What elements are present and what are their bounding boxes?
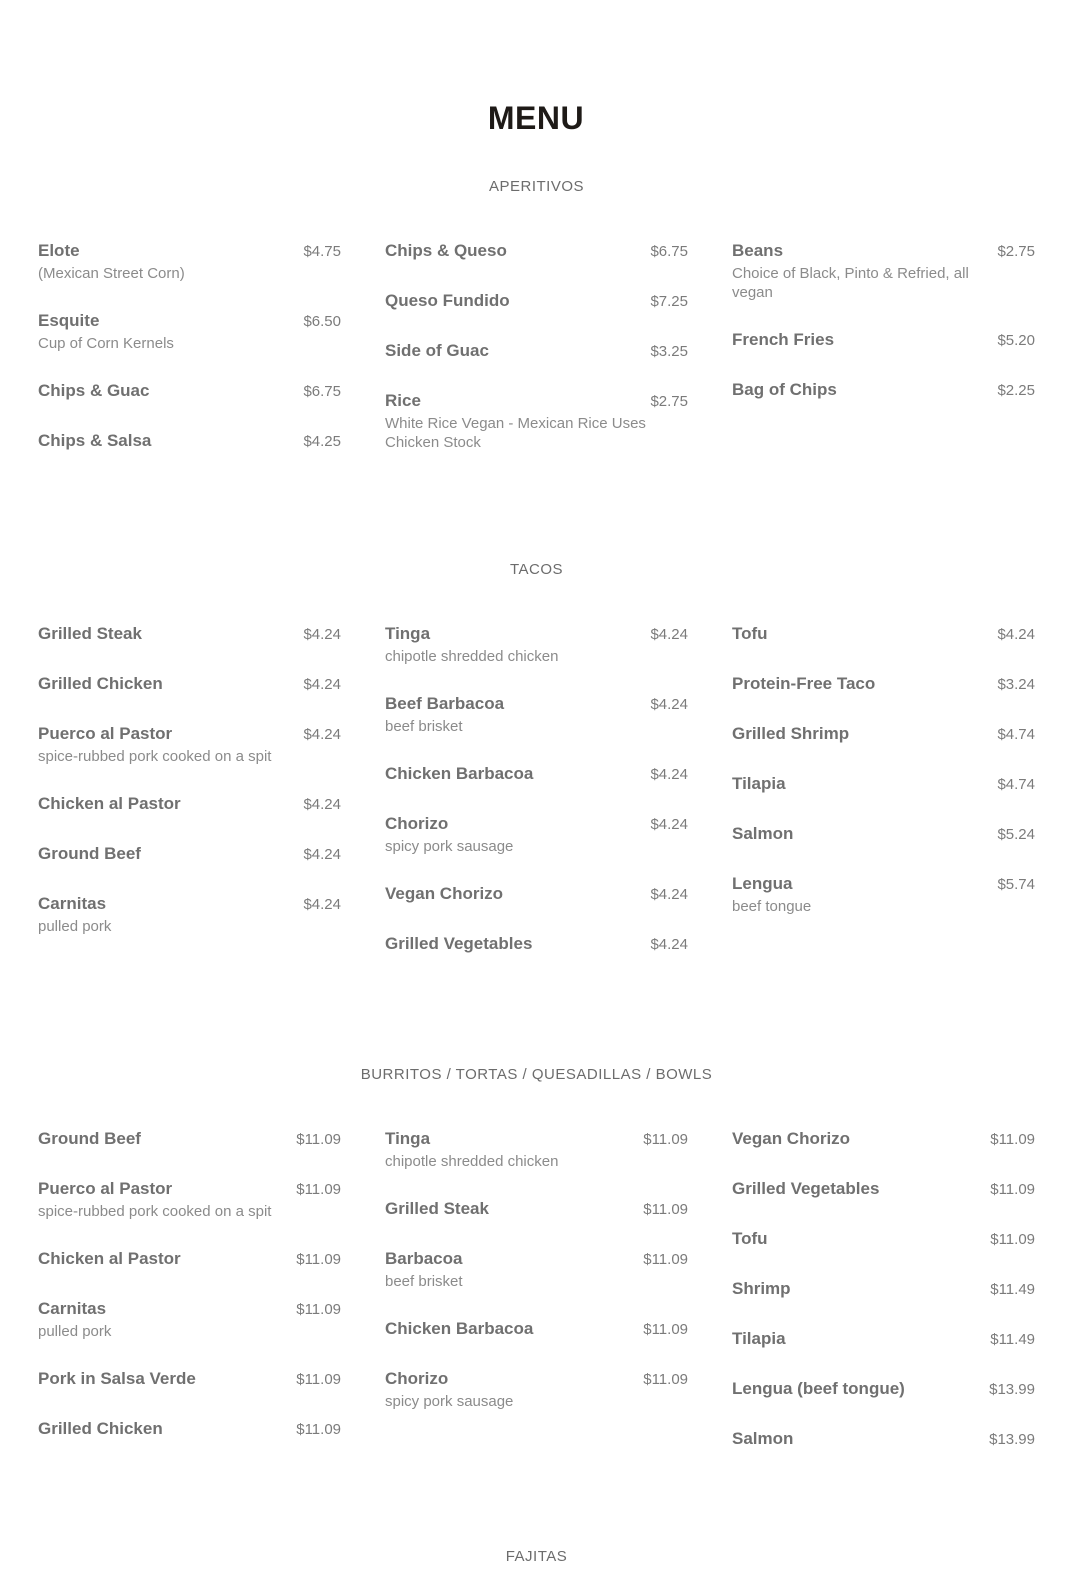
menu-item-row bbox=[732, 379, 1035, 402]
section-title: APERITIVOS bbox=[488, 178, 585, 195]
menu-item bbox=[732, 1178, 1035, 1201]
menu-item-price: $11.09 bbox=[296, 1371, 341, 1388]
menu-column bbox=[732, 240, 1035, 429]
menu-item-row bbox=[732, 1278, 1035, 1301]
menu-item-row bbox=[732, 1128, 1035, 1151]
menu-item bbox=[732, 1228, 1035, 1251]
menu-item-name: Puerco al Pastor bbox=[38, 724, 173, 743]
menu-column bbox=[732, 1128, 1035, 1478]
menu-column bbox=[385, 240, 688, 479]
menu-item bbox=[732, 823, 1035, 846]
menu-item-price: $4.24 bbox=[650, 936, 688, 953]
menu-item bbox=[732, 773, 1035, 796]
menu-item-price: $4.24 bbox=[650, 626, 688, 643]
menu-item-row bbox=[385, 1198, 688, 1221]
menu-item-row bbox=[732, 240, 1035, 263]
menu-item bbox=[732, 1128, 1035, 1151]
menu-item-row bbox=[38, 310, 341, 333]
menu-item-price: $5.24 bbox=[997, 826, 1035, 843]
menu-item-row bbox=[38, 623, 341, 646]
menu-item-row bbox=[385, 813, 688, 836]
menu-item-name: Ground Beef bbox=[38, 1129, 141, 1148]
menu-item-name: Tilapia bbox=[732, 1329, 786, 1348]
menu-item-price: $4.75 bbox=[303, 243, 341, 260]
menu-item bbox=[38, 723, 341, 766]
menu-item-row bbox=[385, 1318, 688, 1341]
menu-item bbox=[732, 1378, 1035, 1401]
menu-item bbox=[385, 883, 688, 906]
menu-item-price: $2.25 bbox=[997, 382, 1035, 399]
menu-item-name: Ground Beef bbox=[38, 844, 141, 863]
menu-item-row bbox=[385, 290, 688, 313]
menu-item-name: Chorizo bbox=[385, 1369, 449, 1388]
menu-item bbox=[385, 933, 688, 956]
menu-item bbox=[38, 893, 341, 936]
menu-item-name: Lengua (beef tongue) bbox=[732, 1379, 905, 1398]
menu-item-name: Chicken Barbacoa bbox=[385, 1319, 534, 1338]
menu-item-row bbox=[385, 933, 688, 956]
menu-item-description: Cup of Corn Kernels bbox=[38, 335, 174, 352]
menu-item-row bbox=[385, 1248, 688, 1271]
menu-item-name: Grilled Chicken bbox=[38, 1419, 163, 1438]
menu-item-row bbox=[38, 1248, 341, 1271]
menu-item-row bbox=[38, 793, 341, 816]
menu-item bbox=[732, 623, 1035, 646]
menu-item-row bbox=[38, 1368, 341, 1391]
menu-item-row bbox=[38, 1128, 341, 1151]
menu-item-price: $4.24 bbox=[650, 696, 688, 713]
menu-item-price: $5.20 bbox=[997, 332, 1035, 349]
menu-item-price: $4.24 bbox=[303, 626, 341, 643]
menu-item bbox=[38, 793, 341, 816]
menu-item-row bbox=[38, 430, 341, 453]
menu-item bbox=[732, 873, 1035, 916]
menu-item-description: beef brisket bbox=[385, 1273, 463, 1290]
menu-item-row bbox=[732, 773, 1035, 796]
menu-item-name: Chicken Barbacoa bbox=[385, 764, 534, 783]
menu-item-price: $4.24 bbox=[303, 676, 341, 693]
menu-item-description: pulled pork bbox=[38, 918, 112, 935]
menu-item-description: pulled pork bbox=[38, 1323, 112, 1340]
menu-item-name: Salmon bbox=[732, 1429, 794, 1448]
menu-item-price: $11.09 bbox=[990, 1181, 1035, 1198]
menu-item-name: Chips & Guac bbox=[38, 381, 150, 400]
menu-item bbox=[38, 1178, 341, 1221]
menu-item-row bbox=[732, 329, 1035, 352]
menu-item-price: $13.99 bbox=[989, 1381, 1035, 1398]
menu-item-price: $4.24 bbox=[303, 726, 341, 743]
menu-item bbox=[732, 1428, 1035, 1451]
menu-item-price: $11.09 bbox=[296, 1301, 341, 1318]
menu-item-row bbox=[385, 623, 688, 646]
menu-item-name: Tilapia bbox=[732, 774, 786, 793]
menu-item-row bbox=[38, 723, 341, 746]
menu-item-name: Chicken al Pastor bbox=[38, 1249, 181, 1268]
menu-item bbox=[38, 430, 341, 453]
menu-item-name: Pork in Salsa Verde bbox=[38, 1369, 196, 1388]
menu-item-name: Rice bbox=[385, 391, 421, 410]
menu-column bbox=[732, 623, 1035, 943]
menu-item-price: $4.24 bbox=[303, 796, 341, 813]
menu-item-name: Chips & Salsa bbox=[38, 431, 152, 450]
menu-item-description: spice-rubbed pork cooked on a spit bbox=[38, 748, 272, 765]
menu-item bbox=[385, 240, 688, 263]
menu-item bbox=[385, 1198, 688, 1221]
menu-item-name: Grilled Chicken bbox=[38, 674, 163, 693]
menu-item-description: beef tongue bbox=[732, 898, 812, 915]
menu-item-name: Tofu bbox=[732, 624, 768, 643]
menu-item-price: $3.24 bbox=[997, 676, 1035, 693]
menu-item-price: $3.25 bbox=[650, 343, 688, 360]
menu-item-row bbox=[38, 1418, 341, 1441]
menu-item-row bbox=[38, 893, 341, 916]
menu-item bbox=[38, 1128, 341, 1151]
menu-item-price: $7.25 bbox=[650, 293, 688, 310]
menu-item-name: Grilled Vegetables bbox=[385, 934, 533, 953]
menu-item-price: $4.24 bbox=[997, 626, 1035, 643]
menu-item-price: $6.75 bbox=[303, 383, 341, 400]
menu-column bbox=[385, 1128, 688, 1438]
menu-item-price: $11.09 bbox=[296, 1131, 341, 1148]
menu-item-name: Tinga bbox=[385, 624, 431, 643]
menu-item-price: $4.24 bbox=[650, 816, 688, 833]
menu-item-row bbox=[38, 843, 341, 866]
menu-item-price: $11.09 bbox=[643, 1321, 688, 1338]
menu-item-description: Choice of Black, Pinto & Refried, all vegan bbox=[732, 265, 969, 301]
menu-item-price: $11.09 bbox=[643, 1371, 688, 1388]
menu-item-name: Tinga bbox=[385, 1129, 431, 1148]
menu-item bbox=[38, 623, 341, 646]
menu-item-row bbox=[385, 240, 688, 263]
menu-item-row bbox=[732, 1178, 1035, 1201]
menu-item bbox=[385, 763, 688, 786]
menu-item-name: Chips & Queso bbox=[385, 241, 507, 260]
menu-item-name: Shrimp bbox=[732, 1279, 791, 1298]
menu-item-name: Carnitas bbox=[38, 894, 107, 913]
menu-item-price: $5.74 bbox=[997, 876, 1035, 893]
menu-item bbox=[385, 813, 688, 856]
menu-item-price: $2.75 bbox=[997, 243, 1035, 260]
menu-item-name: Beans bbox=[732, 241, 784, 260]
menu-item-description: (Mexican Street Corn) bbox=[38, 265, 185, 282]
menu-item bbox=[732, 723, 1035, 746]
menu-item-row bbox=[38, 1178, 341, 1201]
menu-item-name: Grilled Steak bbox=[385, 1199, 489, 1218]
menu-item-name: Queso Fundido bbox=[385, 291, 510, 310]
menu-item-name: Chicken al Pastor bbox=[38, 794, 181, 813]
menu-item-price: $6.50 bbox=[303, 313, 341, 330]
menu-column bbox=[38, 623, 341, 963]
menu-item-name: Salmon bbox=[732, 824, 794, 843]
menu-item-row bbox=[732, 623, 1035, 646]
menu-item-row bbox=[385, 1128, 688, 1151]
menu-item bbox=[732, 240, 1035, 302]
menu-item bbox=[385, 1248, 688, 1291]
menu-item-row bbox=[38, 240, 341, 263]
menu-item-name: Bag of Chips bbox=[732, 380, 837, 399]
menu-item-name: Tofu bbox=[732, 1229, 768, 1248]
menu-item bbox=[385, 1318, 688, 1341]
menu-item bbox=[385, 693, 688, 736]
menu-item bbox=[732, 379, 1035, 402]
menu-item-row bbox=[385, 1368, 688, 1391]
menu-item-price: $11.09 bbox=[643, 1201, 688, 1218]
menu-item-row bbox=[732, 1378, 1035, 1401]
section-title: TACOS bbox=[509, 561, 564, 578]
menu-item-price: $11.09 bbox=[296, 1181, 341, 1198]
menu-column bbox=[385, 623, 688, 983]
menu-item-price: $11.09 bbox=[296, 1421, 341, 1438]
menu-item-price: $4.24 bbox=[650, 886, 688, 903]
menu-item-row bbox=[732, 723, 1035, 746]
menu-item-name: Beef Barbacoa bbox=[385, 694, 505, 713]
menu-item-description: spice-rubbed pork cooked on a spit bbox=[38, 1203, 272, 1220]
section-title: BURRITOS / TORTAS / QUESADILLAS / BOWLS bbox=[360, 1066, 713, 1083]
menu-item-name: Chorizo bbox=[385, 814, 449, 833]
menu-item-price: $11.09 bbox=[990, 1231, 1035, 1248]
menu-item-description: White Rice Vegan - Mexican Rice Uses Chicken Stock bbox=[385, 415, 646, 451]
menu-item bbox=[38, 843, 341, 866]
menu-item bbox=[38, 1298, 341, 1341]
menu-item bbox=[385, 1128, 688, 1171]
menu-item bbox=[732, 1328, 1035, 1351]
menu-item bbox=[385, 340, 688, 363]
menu-item-price: $11.09 bbox=[643, 1131, 688, 1148]
menu-item-description: spicy pork sausage bbox=[385, 838, 514, 855]
menu-item-name: Esquite bbox=[38, 311, 100, 330]
menu-item-row bbox=[732, 873, 1035, 896]
menu-item-name: Grilled Vegetables bbox=[732, 1179, 880, 1198]
menu-item bbox=[38, 1368, 341, 1391]
menu-item-row bbox=[385, 340, 688, 363]
section-title: FAJITAS bbox=[505, 1548, 568, 1565]
menu-item-price: $4.74 bbox=[997, 776, 1035, 793]
menu-item-price: $11.49 bbox=[990, 1331, 1035, 1348]
menu-item-row bbox=[732, 1328, 1035, 1351]
menu-item bbox=[38, 380, 341, 403]
menu-item-price: $4.24 bbox=[303, 846, 341, 863]
menu-item-price: $11.49 bbox=[990, 1281, 1035, 1298]
menu-item-name: Grilled Shrimp bbox=[732, 724, 850, 743]
menu-item-name: Carnitas bbox=[38, 1299, 107, 1318]
menu-item-name: Elote bbox=[38, 241, 80, 260]
menu-item-price: $11.09 bbox=[643, 1251, 688, 1268]
menu-item bbox=[385, 390, 688, 452]
menu-item-name: Vegan Chorizo bbox=[732, 1129, 851, 1148]
menu-item-row bbox=[732, 1228, 1035, 1251]
menu-item-name: Protein-Free Taco bbox=[732, 674, 876, 693]
menu-item bbox=[385, 1368, 688, 1411]
menu-item-description: chipotle shredded chicken bbox=[385, 1153, 559, 1170]
menu-item-name: Puerco al Pastor bbox=[38, 1179, 173, 1198]
menu-item bbox=[38, 240, 341, 283]
menu-item bbox=[38, 1248, 341, 1271]
menu-column bbox=[38, 1128, 341, 1468]
menu-item bbox=[732, 329, 1035, 352]
menu-item-price: $4.24 bbox=[650, 766, 688, 783]
menu-item-row bbox=[732, 1428, 1035, 1451]
menu-item bbox=[38, 310, 341, 353]
menu-item-row bbox=[38, 1298, 341, 1321]
menu-item-row bbox=[385, 763, 688, 786]
menu-item bbox=[732, 1278, 1035, 1301]
menu-item bbox=[732, 673, 1035, 696]
menu-item-row bbox=[385, 883, 688, 906]
menu-column bbox=[38, 240, 341, 480]
menu-item-row bbox=[732, 823, 1035, 846]
menu-item-name: Lengua bbox=[732, 874, 793, 893]
menu-item-price: $4.25 bbox=[303, 433, 341, 450]
menu-item bbox=[38, 673, 341, 696]
menu-item-price: $13.99 bbox=[989, 1431, 1035, 1448]
menu-item-price: $2.75 bbox=[650, 393, 688, 410]
menu-item-description: beef brisket bbox=[385, 718, 463, 735]
menu-item-name: French Fries bbox=[732, 330, 835, 349]
menu-item-price: $11.09 bbox=[296, 1251, 341, 1268]
menu-item bbox=[385, 623, 688, 666]
menu-item bbox=[38, 1418, 341, 1441]
menu-item-description: chipotle shredded chicken bbox=[385, 648, 559, 665]
menu-item-price: $6.75 bbox=[650, 243, 688, 260]
menu-item-name: Grilled Steak bbox=[38, 624, 142, 643]
menu-item-row bbox=[38, 673, 341, 696]
menu-item bbox=[385, 290, 688, 313]
menu-item-name: Side of Guac bbox=[385, 341, 489, 360]
menu-item-name: Barbacoa bbox=[385, 1249, 463, 1268]
menu-item-row bbox=[385, 390, 688, 413]
menu-item-row bbox=[38, 380, 341, 403]
page-title: MENU bbox=[487, 100, 585, 136]
menu-item-price: $4.74 bbox=[997, 726, 1035, 743]
menu-item-price: $4.24 bbox=[303, 896, 341, 913]
menu-item-name: Vegan Chorizo bbox=[385, 884, 504, 903]
menu-item-row bbox=[732, 673, 1035, 696]
menu-item-description: spicy pork sausage bbox=[385, 1393, 514, 1410]
menu-item-row bbox=[385, 693, 688, 716]
menu-item-price: $11.09 bbox=[990, 1131, 1035, 1148]
